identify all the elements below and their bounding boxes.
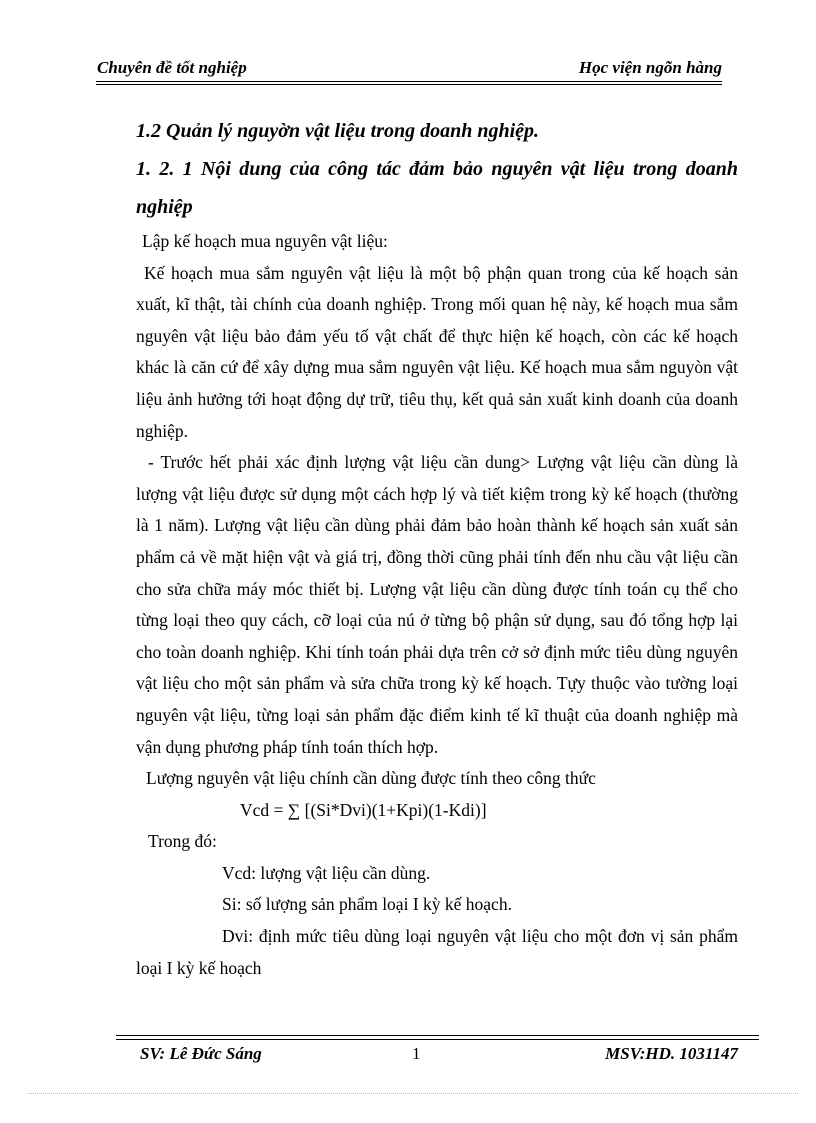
footer-student-id: MSV:HD. 1031147 (605, 1044, 738, 1063)
paragraph-plan-title: Lập kế hoạch mua nguyên vật liệu: (142, 231, 388, 251)
variable-dvi: Dvi: định mức tiêu dùng loại nguyên vật liệu cho một đơn vị sản phẩm loại I kỳ kế hoạch (136, 926, 738, 978)
formula: Vcd = ∑ [(Si*Dvi)(1+Kpi)(1-Kdi)] (240, 799, 487, 820)
page-boundary (28, 1093, 798, 1094)
page-footer (140, 1044, 738, 1066)
paragraph-formula-intro: Lượng nguyên vật liệu chính cần dùng được tính theo công thức (146, 768, 596, 789)
footer-rule (116, 1035, 759, 1036)
header-institution: Học viện ngõn hàng (578, 58, 722, 77)
page-body (136, 112, 738, 984)
variable-vcd: Vcd: lượng vật liệu cần dùng. (222, 862, 431, 883)
footer-rule-double (116, 1039, 759, 1040)
section-heading: 1.2 Quản lý nguyờn vật liệu trong doanh nghiệp. (136, 120, 540, 142)
footer-student: SV: Lê Đức Sáng (140, 1044, 262, 1063)
page-number: 1 (412, 1044, 421, 1063)
paragraph-plan-description: Kế hoạch mua sắm nguyên vật liệu là một bộ phận quan trong của kế hoạch sản xuất, kĩ thật, tài chính của doanh nghiệp. Trong mối quan hệ này, kế hoạch mua sắm nguyên vật liệu bảo đảm yếu tố vật chất để thực hiện kế hoạch, còn các kế hoạch khác là căn cứ để xây dựng mua sắm nguyên vật liệu. Kế hoạch mua sắm nguyòn vật liệu ảnh hưởng tới hoạt động dự trữ, tiêu thụ, kết quả sản xuất kinh doanh của doanh nghiệp. (136, 262, 738, 441)
subsection-heading: 1. 2. 1 Nội dung của công tác đảm bảo nguyên vật liệu trong doanh nghiệp (136, 158, 738, 218)
header-rule-double (96, 84, 722, 85)
variable-si: Si: số lượng sản phẩm loại I kỳ kế hoạch. (222, 894, 512, 915)
paragraph-quantity: - Trước hết phải xác định lượng vật liệu cần dung> Lượng vật liệu cần dùng là lượng vật liệu được sử dụng một cách hợp lý và tiết kiệm trong kỳ kế hoạch (thường là 1 năm). Lượng vật liệu cần dùng phải đảm bảo hoàn thành kế hoạch sản xuất sản phẩm cả về mặt hiện vật và giá trị, đồng thời cũng phải tính đến nhu cầu vật liệu cần cho sửa chữa máy móc thiết bị. Lượng vật liệu cần dùng được tính toán cụ thể cho từng loại theo quy cách, cỡ loại của nú ở từng bộ phận sử dụng, sau đó tổng hợp lại cho toàn doanh nghiệp. Khi tính toán phải dựa trên cở sở định mức tiêu dùng nguyên vật liệu cho một sản phẩm và sửa chữa trong kỳ kế hoạch. Tựy thuộc vào tường loại nguyên vật liệu, từng loại sản phẩm đặc điểm kinh tế kĩ thuật của doanh nghiệp mà vận dụng phương pháp tính toán thích hợp. (136, 452, 738, 757)
page-header (97, 58, 722, 80)
header-rule (96, 81, 722, 82)
header-title: Chuyên đề tốt nghiệp (97, 58, 247, 77)
where-label: Trong đó: (148, 831, 217, 852)
